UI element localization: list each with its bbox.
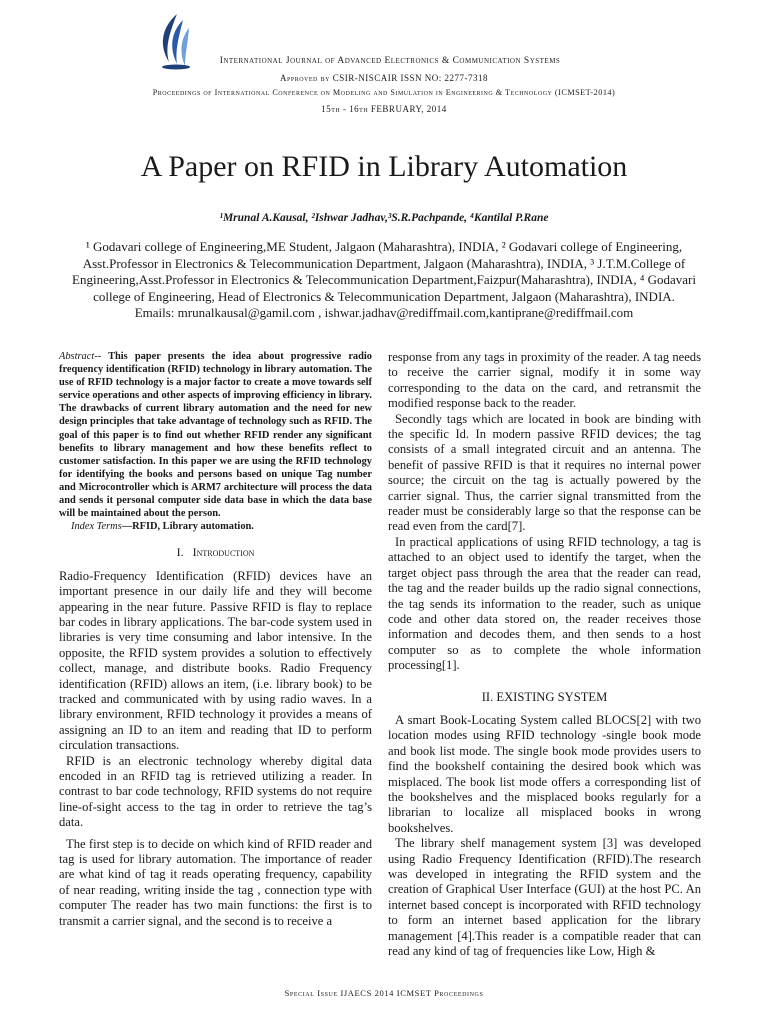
paragraph: Radio-Frequency Identification (RFID) devices have an important presence in our daily life and they will become appearing in the near future. Passive RFID is flay to replace bar codes in library applications. The bar-code system used in libraries is very time consuming and labor intensive. In the opposite, the RFID system provides a solution to effectively collect, manage, and distribute books. Radio Frequency identification (RFID) allows an item, (i.e. library book) to be tracked and communicated with by using radio waves. In a library environment, RFID technology it provides a means of assigning an ID to an item and reading that ID to perform circulation transactions. bbox=[59, 568, 372, 753]
section-title-rest: ntroduction bbox=[196, 545, 255, 560]
index-terms bbox=[59, 520, 372, 533]
paragraph: response from any tags in proximity of the reader. A tag needs to receive the carrier signal, modify it in some way corresponding to the data on the card, and retransmit the modified response back to the reader. bbox=[388, 350, 701, 411]
abstract bbox=[59, 350, 372, 520]
approval-line: Approved by CSIR-NISCAIR ISSN NO: 2277-7318 bbox=[280, 73, 488, 83]
conference-date: 15th - 16th FEBRUARY, 2014 bbox=[321, 104, 447, 114]
index-terms-text: —RFID, Library automation. bbox=[121, 521, 254, 533]
affiliations-block bbox=[56, 239, 712, 322]
paragraph: The library shelf management system [3] was developed using Radio Frequency Identification (RFID).The research was developed in integrating the RFID system and the creation of Graphical User Interface (GUI) at the host PC. An internet based concept is incorporated with RFID technology to form an internet based application for the library management [4].This reader is a compatible reader that can read any kind of tag of frequencies like Low, High & bbox=[388, 836, 701, 959]
abstract-label: Abstract-- bbox=[59, 351, 102, 362]
paper-title: A Paper on RFID in Library Automation bbox=[140, 150, 628, 183]
paragraph: Secondly tags which are located in book are binding with the specific Id. In modern passive RFID devices; the tag consists of a small integrated circuit and an antenna. The benefit of passive RFID is that it requires no internal power source; the circuit on the tag is actually powered by the carrier signal. Thus, the carrier signal transmitted from the reader must be considerably large so that the response can be read even from the card[7]. bbox=[388, 411, 701, 534]
author-list: ¹Mrunal A.Kausal, ²Ishwar Jadhav,³S.R.Pachpande, ⁴Kantilal P.Rane bbox=[219, 212, 549, 224]
paragraph: A smart Book-Locating System called BLOCS[2] with two location modes using RFID technology -single book mode and book list mode. The single book mode provides users to find the bookshelf containing the desired book which was misplaced. The book list mode offers a corresponding list of the bookshelves and the misplaced books regularly for a librarian to localize all misplaced books in wrong bookshelves. bbox=[388, 712, 701, 835]
section-number: I. bbox=[176, 545, 184, 560]
page-footer: Special Issue IJAECS 2014 ICMSET Proceedings bbox=[284, 988, 484, 998]
paragraph: The first step is to decide on which kind of RFID reader and tag is used for library automation. The importance of reader are what kind of tag it reads operating frequency, capability of near reading, writing inside the tag , connection type with computer The reader has two main functions: the first is to transmit a carrier signal, and the second is to receive a bbox=[59, 836, 372, 928]
proceedings-line: Proceedings of International Conference on Modeling and Simulation in Engineering & Technology (ICMSET-2014) bbox=[152, 88, 616, 97]
section-heading-existing-system: II. EXISTING SYSTEM bbox=[481, 689, 608, 704]
journal-name: International Journal of Advanced Electronics & Communication Systems bbox=[219, 56, 561, 66]
left-column bbox=[59, 350, 372, 929]
paragraph: In practical applications of using RFID technology, a tag is attached to an object used to identify the target, when the target object pass through the area that the reader can read, the tag and the reader builds up the radio signal connections, the tag sends its information to the reader, such as unique code and other data stored on, the reader receives those information and decodes them, and then sends to a host computer so as to complete the whole information processing[1]. bbox=[388, 534, 701, 673]
affiliations: ¹ Godavari college of Engineering,ME Student, Jalgaon (Maharashtra), INDIA, ² Godavari college of Engineering, Asst.Professor in Electronics & Telecommunication Department, Jalgaon (Maharashtra), INDIA, ³ J.T.M.College of Engineering,Asst.Professor in Electronics & Telecommunication Department,Faizpur(Maharashtra), INDIA, ⁴ Godavari college of Engineering, Head of Electronics & Telecommunication Department, Jalgaon (Maharashtra), INDIA. bbox=[72, 239, 696, 304]
emails: Emails: mrunalkausal@gamil.com , ishwar.jadhav@rediffmail.com,kantiprane@rediffmail.com bbox=[134, 305, 634, 320]
index-terms-label: Index Terms bbox=[71, 521, 122, 533]
section-title-initial: I bbox=[192, 545, 197, 560]
abstract-text: This paper presents the idea about progressive radio frequency identification (RFID) technology in library automation. The use of RFID technology is a major factor to create a move towards self service operations and other aspects of improving efficiency in library. The drawbacks of current library automation and the need for new design principles that take advantage of technology such as RFID. The goal of this paper is to find out whether RFID render any significant benefits to library management and how these benefits reflect to customer satisfaction. In this paper we are using the RFID technology for identifying the books and persons based on unique Tag number and Microcontroller which is ARM7 architecture will process the data and sends it personal computer side data base in which the data base will be maintained about the person. bbox=[59, 351, 372, 520]
paragraph: RFID is an electronic technology whereby digital data encoded in an RFID tag is retrieved utilizing a reader. In contrast to bar code technology, RFID systems do not require line-of-sight access to the tag in order to retrieve the tag’s data. bbox=[59, 753, 372, 830]
section-heading-introduction bbox=[59, 545, 372, 560]
right-column bbox=[388, 350, 701, 959]
